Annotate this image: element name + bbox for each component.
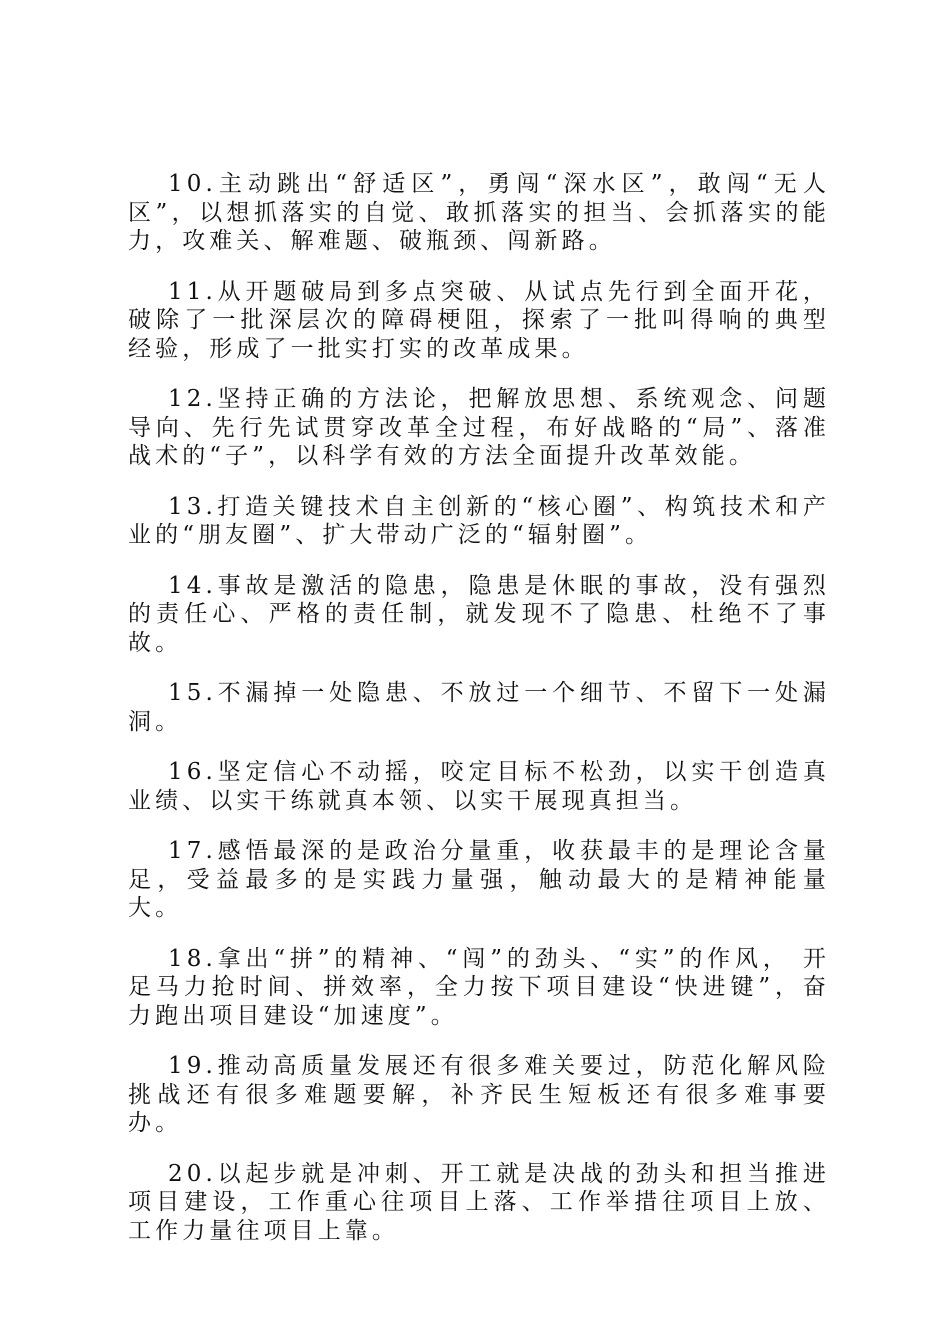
paragraph-18: 18.拿出“拼”的精神、“闯”的劲头、“实”的作风， 开足马力抢时间、拼效率，全力按下项目建设“快进键”，奋力跑出项目建设“加速度”。: [128, 945, 830, 1029]
paragraph-16: 16.坚定信心不动摇，咬定目标不松劲，以实干创造真业绩、以实干练就真本领、以实干展现真担当。: [128, 759, 830, 814]
paragraph-10: 10.主动跳出“舒适区”，勇闯“深水区”，敢闯“无人区”，以想抓落实的自觉、敢抓落实的担当、会抓落实的能力，攻难关、解难题、破瓶颈、闯新路。: [128, 171, 830, 254]
paragraph-15: 15.不漏掉一处隐患、不放过一个细节、不留下一处漏洞。: [128, 680, 830, 735]
paragraph-17: 17.感悟最深的是政治分量重，收获最丰的是理论含量足，受益最多的是实践力量强，触动最大的是精神能量大。: [128, 838, 830, 921]
paragraph-13: 13.打造关键技术自主创新的“核心圈”、构筑技术和产业的“朋友圈”、扩大带动广泛的“辐射圈”。: [128, 493, 830, 548]
paragraph-14: 14.事故是激活的隐患，隐患是休眠的事故，没有强烈的责任心、严格的责任制，就发现不了隐患、杜绝不了事故。: [128, 572, 830, 656]
paragraph-19: 19.推动高质量发展还有很多难关要过，防范化解风险挑战还有很多难题要解，补齐民生短板还有很多难事要办。: [128, 1053, 830, 1136]
paragraph-20: 20.以起步就是冲刺、开工就是决战的劲头和担当推进项目建设，工作重心往项目上落、工作举措往项目上放、工作力量往项目上靠。: [128, 1160, 830, 1244]
document-body: [128, 170, 830, 1267]
paragraph-12: 12.坚持正确的方法论，把解放思想、系统观念、问题导向、先行先试贯穿改革全过程，布好战略的“局”、落准战术的“子”，以科学有效的方法全面提升改革效能。: [128, 386, 830, 469]
paragraph-11: 11.从开题破局到多点突破、从试点先行到全面开花，破除了一批深层次的障碍梗阻，探索了一批叫得响的典型经验，形成了一批实打实的改革成果。: [128, 278, 830, 362]
